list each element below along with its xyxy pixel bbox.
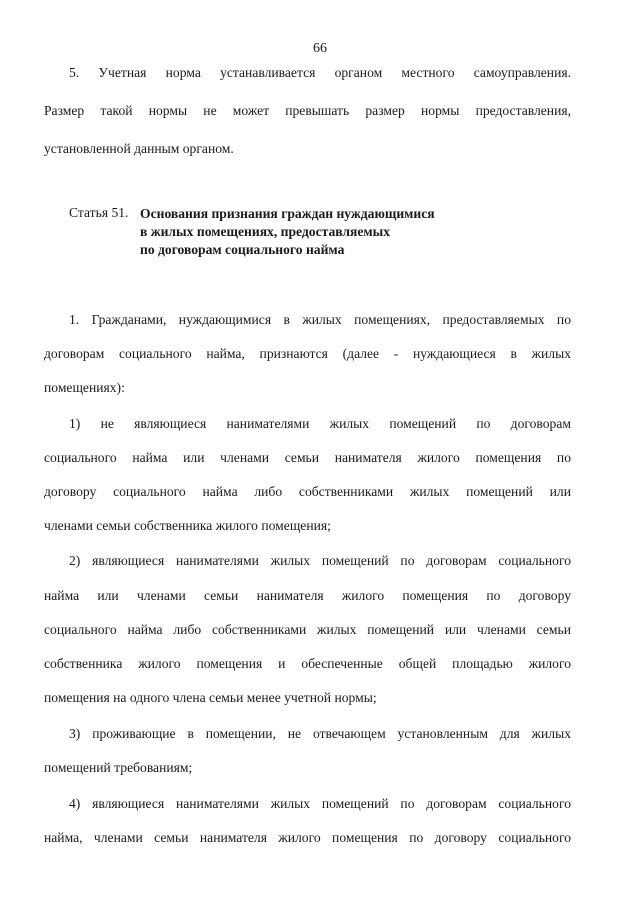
item-2-line-1: 2) являющиеся нанимателями жилых помещений по договорам социального [69,553,571,568]
paragraph-5-line-2: Размер такой нормы не может превышать размер нормы предоставления, [44,103,571,118]
article-title-line-3: по договорам социального найма [140,242,345,257]
item-1-line-3: договору социального найма либо собственниками жилых помещений или [44,484,571,499]
paragraph-1-line-3: помещениях): [44,380,125,395]
article-title [140,205,500,259]
item-3-line-2: помещений требованиям; [44,760,193,775]
item-1-line-2: социального найма или членами семьи нанимателя жилого помещения по [44,450,571,465]
item-4-line-1: 4) являющиеся нанимателями жилых помещений по договорам социального [69,796,571,811]
item-2-line-2: найма или членами семьи нанимателя жилого помещения по договору [44,588,571,603]
page-number: 66 [313,41,327,56]
item-2-line-4: собственника жилого помещения и обеспеченные общей площадью жилого [44,656,571,671]
article-number: Статья 51. [69,205,129,220]
paragraph-5-line-3: установленной данным органом. [44,141,234,156]
item-1-line-1: 1) не являющиеся нанимателями жилых помещений по договорам [69,416,571,431]
item-3-line-1: 3) проживающие в помещении, не отвечающем установленным для жилых [69,726,571,741]
item-4-line-2: найма, членами семьи нанимателя жилого помещения по договору социального [44,830,571,845]
article-title-line-1: Основания признания граждан нуждающимися [140,206,435,221]
item-1-line-4: членами семьи собственника жилого помещения; [44,518,331,533]
paragraph-5-line-1: 5. Учетная норма устанавливается органом местного самоуправления. [69,65,571,80]
item-2-line-3: социального найма либо собственниками жилых помещений или членами семьи [44,622,571,637]
paragraph-1-line-2: договорам социального найма, признаются (далее - нуждающиеся в жилых [44,346,571,361]
article-title-line-2: в жилых помещениях, предоставляемых [140,224,391,239]
paragraph-1-line-1: 1. Гражданами, нуждающимися в жилых помещениях, предоставляемых по [69,312,571,327]
item-2-line-5: помещения на одного члена семьи менее учетной нормы; [44,690,377,705]
